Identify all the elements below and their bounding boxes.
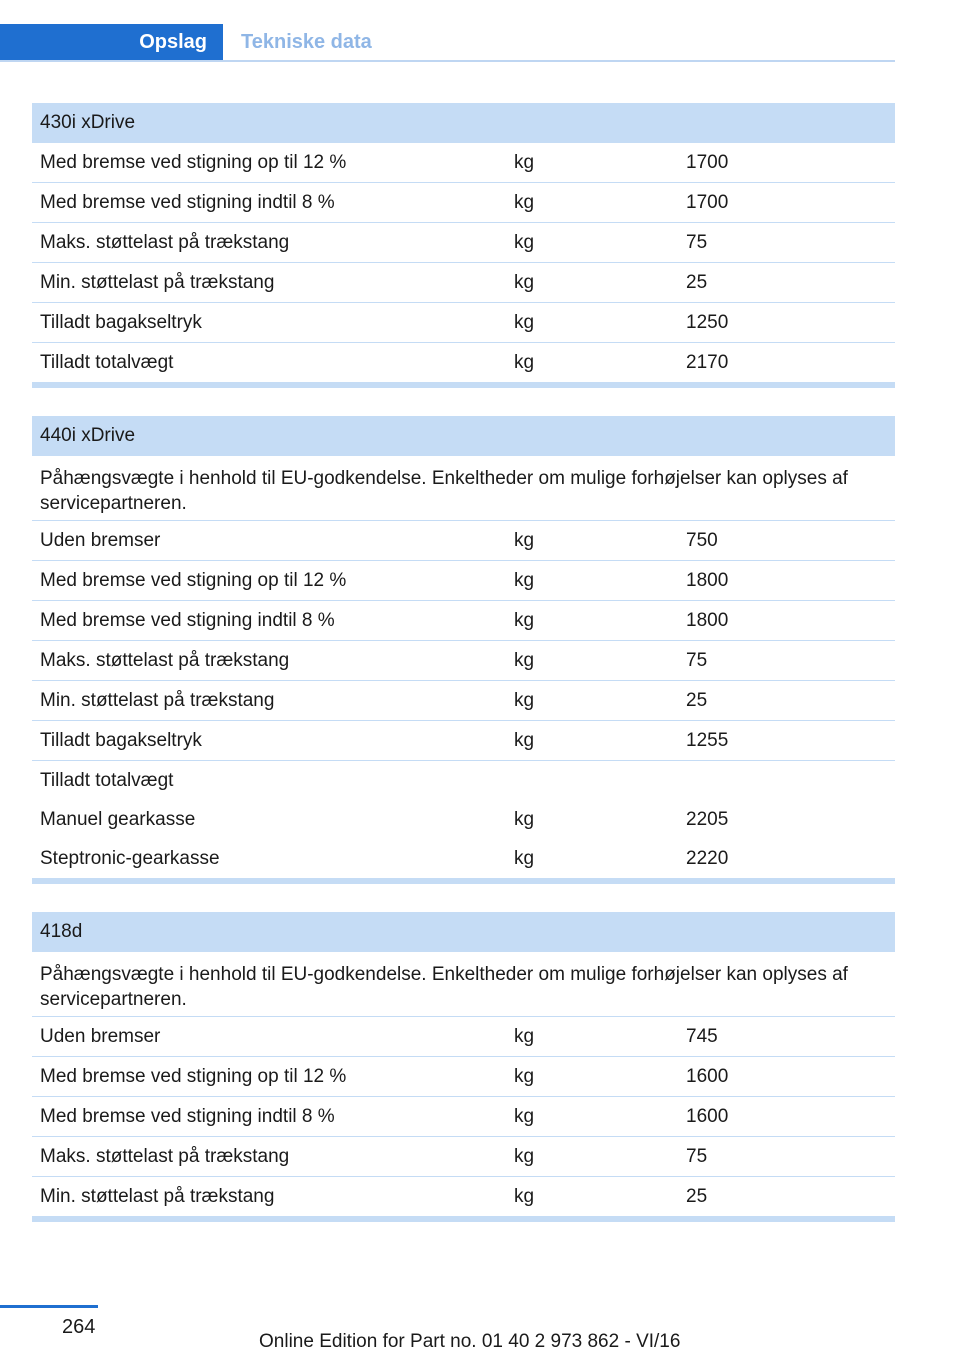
row-label: Min. støttelast på trækstang [40, 689, 275, 711]
row-unit: kg [514, 151, 535, 173]
footer-accent-line [0, 1305, 98, 1308]
row-value: 1800 [686, 609, 729, 631]
table-row [32, 1057, 895, 1097]
row-label: Tilladt totalvægt [40, 769, 174, 791]
table-row [32, 561, 895, 601]
row-label: Maks. støttelast på trækstang [40, 231, 290, 253]
table-note: Påhængsvægte i henhold til EU-godkendelse. Enkeltheder om mulige forhøjelser kan oplyses af servicepartneren. [32, 952, 895, 1017]
row-label: Uden bremser [40, 1025, 161, 1047]
page-number: 264 [62, 1316, 96, 1338]
row-value: 745 [686, 1025, 718, 1047]
row-label: Med bremse ved stigning op til 12 % [40, 151, 347, 173]
table-row [32, 681, 895, 721]
table-row [32, 641, 895, 681]
row-unit: kg [514, 847, 535, 869]
row-unit: kg [514, 231, 535, 253]
table-row [32, 263, 895, 303]
row-value: 1700 [686, 191, 729, 213]
table-row [32, 1017, 895, 1057]
row-unit: kg [514, 1065, 535, 1087]
row-value: 2170 [686, 351, 729, 373]
row-unit: kg [514, 1185, 535, 1207]
table-row [32, 601, 895, 641]
row-label: Tilladt totalvægt [40, 351, 174, 373]
row-value: 75 [686, 1145, 708, 1167]
row-unit: kg [514, 1025, 535, 1047]
table-row [32, 761, 895, 800]
row-unit: kg [514, 729, 535, 751]
table-title: 430i xDrive [32, 103, 895, 143]
table-row [32, 183, 895, 223]
row-label: Med bremse ved stigning indtil 8 % [40, 609, 335, 631]
row-value: 1600 [686, 1105, 729, 1127]
table-title: 418d [32, 912, 895, 952]
row-unit: kg [514, 649, 535, 671]
row-unit: kg [514, 689, 535, 711]
table-430i-xdrive [32, 103, 895, 388]
row-label: Min. støttelast på trækstang [40, 1185, 275, 1207]
row-label: Med bremse ved stigning op til 12 % [40, 569, 347, 591]
row-unit: kg [514, 271, 535, 293]
edition-text: Online Edition for Part no. 01 40 2 973 862 - VI/16 [259, 1331, 681, 1352]
row-label: Tilladt bagakseltryk [40, 311, 202, 333]
row-label: Maks. støttelast på trækstang [40, 1145, 290, 1167]
row-value: 1255 [686, 729, 729, 751]
row-value: 25 [686, 271, 708, 293]
row-unit: kg [514, 808, 535, 830]
row-unit: kg [514, 1105, 535, 1127]
row-label: Steptronic-gearkasse [40, 847, 220, 869]
row-label: Med bremse ved stigning indtil 8 % [40, 191, 335, 213]
table-row [32, 721, 895, 761]
table-title: 440i xDrive [32, 416, 895, 456]
row-unit: kg [514, 609, 535, 631]
tab-tekniske-data[interactable]: Tekniske data [241, 30, 372, 53]
table-row [32, 1097, 895, 1137]
row-value: 75 [686, 231, 708, 253]
row-unit: kg [514, 191, 535, 213]
table-row [32, 839, 895, 878]
row-value: 2205 [686, 808, 729, 830]
row-label: Manuel gearkasse [40, 808, 196, 830]
row-value: 1700 [686, 151, 729, 173]
row-unit: kg [514, 569, 535, 591]
row-label: Med bremse ved stigning indtil 8 % [40, 1105, 335, 1127]
table-row [32, 1137, 895, 1177]
table-end-bar [32, 382, 895, 388]
table-418d [32, 912, 895, 1222]
table-end-bar [32, 878, 895, 884]
header-divider [0, 60, 895, 62]
table-row [32, 1177, 895, 1216]
row-label: Tilladt bagakseltryk [40, 729, 202, 751]
row-label: Maks. støttelast på trækstang [40, 649, 290, 671]
table-440i-xdrive [32, 416, 895, 884]
table-note: Påhængsvægte i henhold til EU-godkendelse. Enkeltheder om mulige forhøjelser kan oplyses af servicepartneren. [32, 456, 895, 521]
row-value: 750 [686, 529, 718, 551]
table-row [32, 143, 895, 183]
row-label: Med bremse ved stigning op til 12 % [40, 1065, 347, 1087]
row-value: 1800 [686, 569, 729, 591]
row-value: 1250 [686, 311, 729, 333]
row-unit: kg [514, 529, 535, 551]
row-value: 25 [686, 689, 708, 711]
table-row [32, 343, 895, 382]
row-value: 2220 [686, 847, 729, 869]
row-unit: kg [514, 351, 535, 373]
table-end-bar [32, 1216, 895, 1222]
table-row [32, 800, 895, 839]
row-unit: kg [514, 1145, 535, 1167]
table-row [32, 521, 895, 561]
table-row [32, 303, 895, 343]
page-header [0, 24, 895, 62]
row-label: Uden bremser [40, 529, 161, 551]
tab-opslag[interactable]: Opslag [0, 24, 223, 60]
row-label: Min. støttelast på trækstang [40, 271, 275, 293]
row-unit: kg [514, 311, 535, 333]
table-row [32, 223, 895, 263]
row-value: 1600 [686, 1065, 729, 1087]
row-value: 75 [686, 649, 708, 671]
row-value: 25 [686, 1185, 708, 1207]
